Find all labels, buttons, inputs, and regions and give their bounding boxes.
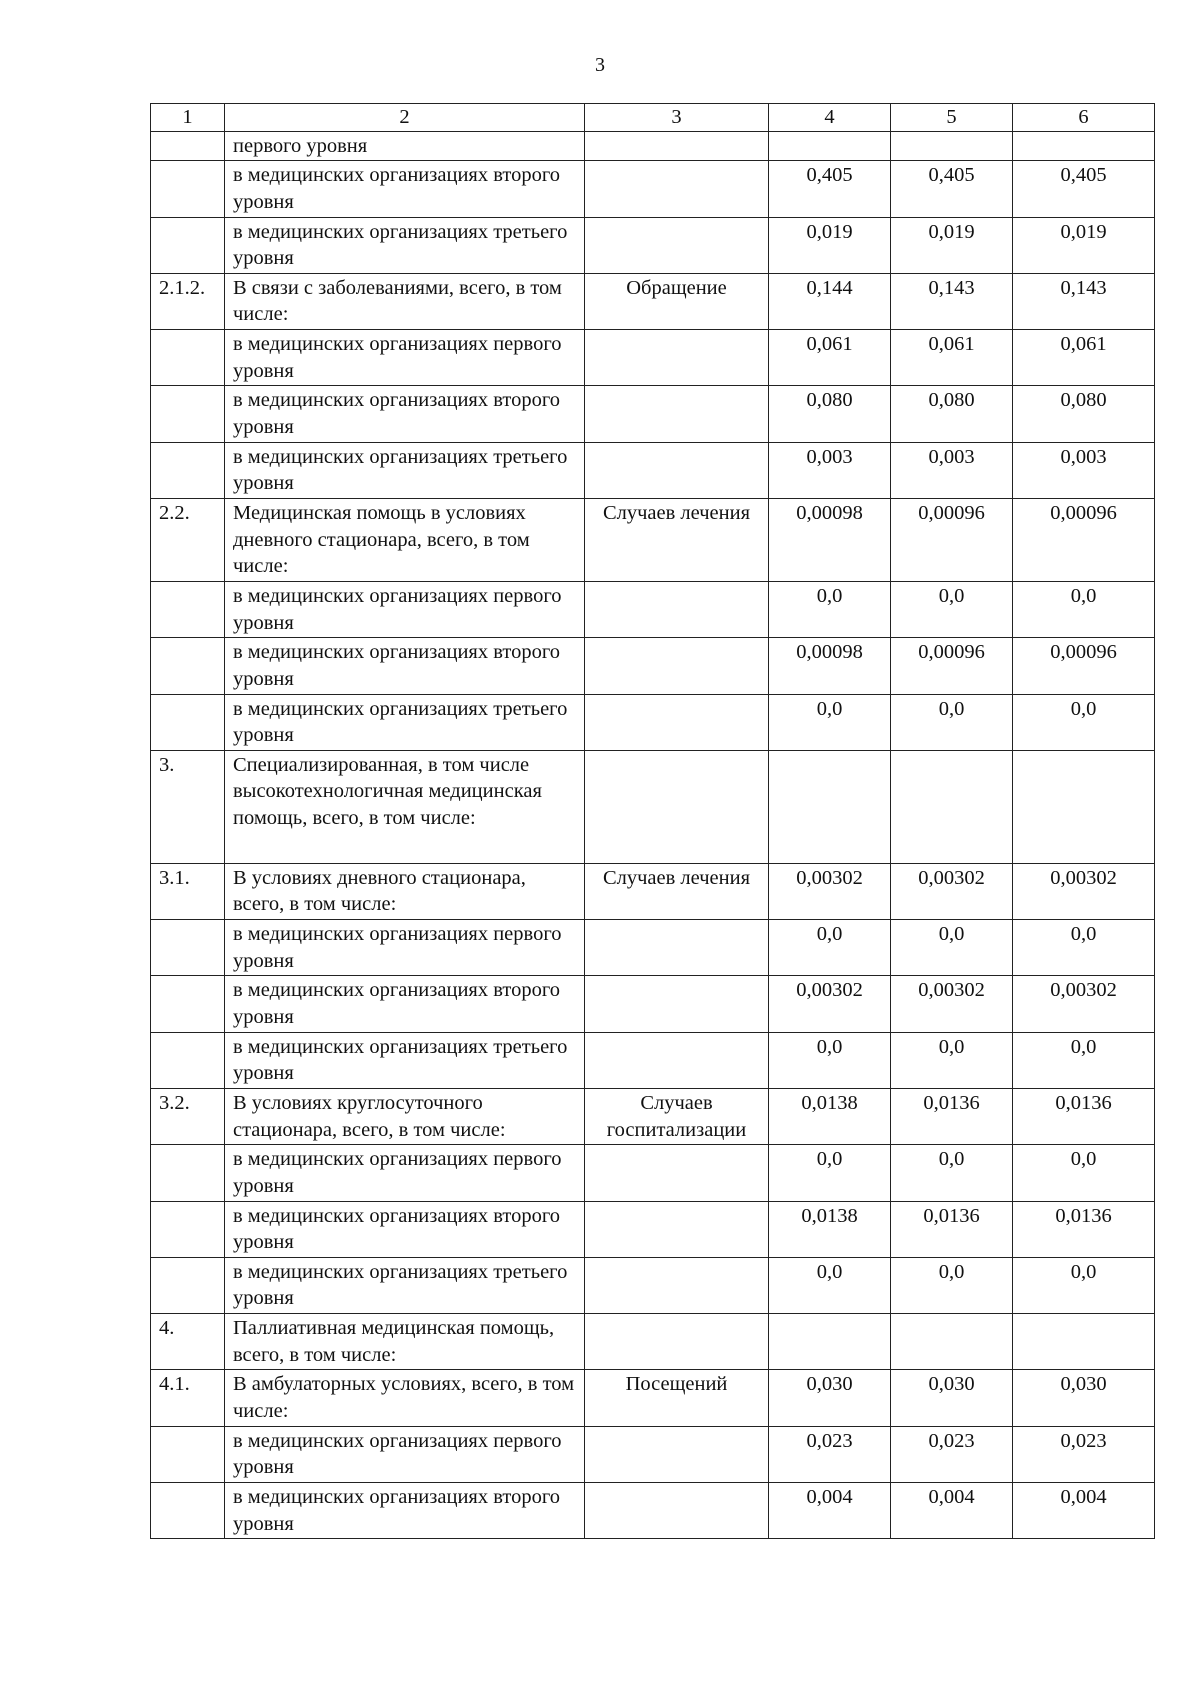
row-description: В условиях круглосуточного стационара, всего, в том числе: (225, 1088, 585, 1144)
row-value-col4: 0,00302 (769, 976, 891, 1032)
row-number (151, 217, 225, 273)
table-row (151, 442, 1155, 498)
column-header-1: 1 (151, 104, 225, 132)
table-row (151, 1257, 1155, 1313)
row-number (151, 1257, 225, 1313)
row-unit (585, 131, 769, 161)
row-value-col4: 0,0 (769, 1257, 891, 1313)
row-unit (585, 330, 769, 386)
table-row (151, 750, 1155, 863)
column-header-5: 5 (891, 104, 1013, 132)
row-unit (585, 976, 769, 1032)
row-description: В связи с заболеваниями, всего, в том числе: (225, 273, 585, 329)
row-unit (585, 386, 769, 442)
row-unit: Случаев госпитализации (585, 1088, 769, 1144)
row-value-col5: 0,004 (891, 1482, 1013, 1538)
row-unit (585, 581, 769, 637)
column-header-3: 3 (585, 104, 769, 132)
row-number (151, 330, 225, 386)
row-number (151, 1145, 225, 1201)
row-unit: Посещений (585, 1370, 769, 1426)
row-value-col4: 0,0 (769, 694, 891, 750)
row-value-col5: 0,061 (891, 330, 1013, 386)
row-value-col6: 0,405 (1013, 161, 1155, 217)
row-description: первого уровня (225, 131, 585, 161)
row-unit: Случаев лечения (585, 498, 769, 581)
row-unit (585, 1314, 769, 1370)
table-row (151, 1426, 1155, 1482)
row-value-col4: 0,003 (769, 442, 891, 498)
row-value-col6: 0,0136 (1013, 1201, 1155, 1257)
row-description: в медицинских организациях третьего уровня (225, 694, 585, 750)
row-unit (585, 638, 769, 694)
row-value-col6: 0,061 (1013, 330, 1155, 386)
table-row (151, 330, 1155, 386)
row-number (151, 1201, 225, 1257)
row-number (151, 442, 225, 498)
row-value-col6: 0,030 (1013, 1370, 1155, 1426)
row-value-col4: 0,0138 (769, 1088, 891, 1144)
row-value-col4 (769, 750, 891, 863)
row-value-col5: 0,0136 (891, 1088, 1013, 1144)
row-value-col4: 0,030 (769, 1370, 891, 1426)
row-description: Паллиативная медицинская помощь, всего, в том числе: (225, 1314, 585, 1370)
row-value-col6: 0,0136 (1013, 1088, 1155, 1144)
row-number: 2.2. (151, 498, 225, 581)
table-row (151, 217, 1155, 273)
row-value-col6: 0,00096 (1013, 638, 1155, 694)
table-row (151, 1314, 1155, 1370)
row-value-col5: 0,0 (891, 1032, 1013, 1088)
row-number (151, 976, 225, 1032)
table-row (151, 498, 1155, 581)
row-value-col5: 0,00302 (891, 976, 1013, 1032)
table-row (151, 1032, 1155, 1088)
row-value-col5: 0,003 (891, 442, 1013, 498)
row-unit (585, 750, 769, 863)
row-number (151, 694, 225, 750)
table-row (151, 161, 1155, 217)
row-unit (585, 1482, 769, 1538)
row-value-col5 (891, 750, 1013, 863)
row-unit (585, 1145, 769, 1201)
row-value-col4: 0,0 (769, 581, 891, 637)
row-value-col6: 0,0 (1013, 1257, 1155, 1313)
row-value-col6: 0,023 (1013, 1426, 1155, 1482)
row-unit (585, 1426, 769, 1482)
page-number: 3 (595, 54, 605, 76)
row-value-col4: 0,004 (769, 1482, 891, 1538)
row-number: 3. (151, 750, 225, 863)
row-value-col5: 0,023 (891, 1426, 1013, 1482)
row-description: в медицинских организациях третьего уровня (225, 442, 585, 498)
row-description: в медицинских организациях второго уровня (225, 1201, 585, 1257)
row-unit (585, 161, 769, 217)
row-value-col4: 0,061 (769, 330, 891, 386)
row-value-col5: 0,143 (891, 273, 1013, 329)
row-value-col5: 0,019 (891, 217, 1013, 273)
row-description: Специализированная, в том числе высокотехнологичная медицинская помощь, всего, в том числе: (225, 750, 585, 863)
row-description: в медицинских организациях первого уровня (225, 1426, 585, 1482)
row-number (151, 638, 225, 694)
row-value-col4: 0,00098 (769, 498, 891, 581)
row-description: в медицинских организациях третьего уровня (225, 1257, 585, 1313)
row-number (151, 1032, 225, 1088)
table-row (151, 694, 1155, 750)
table-row (151, 920, 1155, 976)
row-value-col4: 0,0 (769, 1145, 891, 1201)
row-unit (585, 920, 769, 976)
row-value-col6: 0,080 (1013, 386, 1155, 442)
row-value-col6: 0,143 (1013, 273, 1155, 329)
table-row (151, 1370, 1155, 1426)
row-value-col5: 0,0 (891, 1257, 1013, 1313)
row-description: в медицинских организациях первого уровня (225, 330, 585, 386)
row-description: в медицинских организациях первого уровня (225, 581, 585, 637)
row-description: в медицинских организациях третьего уровня (225, 217, 585, 273)
row-value-col6: 0,00096 (1013, 498, 1155, 581)
table-row (151, 863, 1155, 919)
row-number (151, 131, 225, 161)
row-value-col4: 0,00098 (769, 638, 891, 694)
row-number: 3.2. (151, 1088, 225, 1144)
row-value-col4: 0,0138 (769, 1201, 891, 1257)
row-value-col6: 0,003 (1013, 442, 1155, 498)
indicators-table (150, 103, 1155, 1539)
column-header-4: 4 (769, 104, 891, 132)
row-value-col6: 0,019 (1013, 217, 1155, 273)
table-row (151, 1482, 1155, 1538)
row-description: в медицинских организациях первого уровня (225, 1145, 585, 1201)
row-value-col5: 0,0 (891, 920, 1013, 976)
row-value-col5: 0,00096 (891, 638, 1013, 694)
row-value-col6: 0,00302 (1013, 976, 1155, 1032)
table-row (151, 386, 1155, 442)
row-value-col4: 0,023 (769, 1426, 891, 1482)
row-value-col6: 0,0 (1013, 1032, 1155, 1088)
row-number: 3.1. (151, 863, 225, 919)
row-value-col4: 0,405 (769, 161, 891, 217)
row-unit: Случаев лечения (585, 863, 769, 919)
row-value-col5 (891, 1314, 1013, 1370)
row-value-col5: 0,0 (891, 581, 1013, 637)
row-description: в медицинских организациях второго уровня (225, 386, 585, 442)
row-number: 4.1. (151, 1370, 225, 1426)
row-value-col6: 0,0 (1013, 581, 1155, 637)
row-value-col5: 0,080 (891, 386, 1013, 442)
row-value-col6 (1013, 1314, 1155, 1370)
row-value-col5: 0,0136 (891, 1201, 1013, 1257)
row-description: В амбулаторных условиях, всего, в том числе: (225, 1370, 585, 1426)
row-value-col4: 0,00302 (769, 863, 891, 919)
row-description: в медицинских организациях второго уровня (225, 1482, 585, 1538)
row-value-col4: 0,080 (769, 386, 891, 442)
row-number: 2.1.2. (151, 273, 225, 329)
row-unit (585, 1257, 769, 1313)
table-row (151, 976, 1155, 1032)
row-value-col5 (891, 131, 1013, 161)
row-value-col4 (769, 1314, 891, 1370)
row-description: в медицинских организациях третьего уровня (225, 1032, 585, 1088)
row-description: в медицинских организациях второго уровня (225, 161, 585, 217)
row-value-col4: 0,019 (769, 217, 891, 273)
row-value-col5: 0,0 (891, 1145, 1013, 1201)
row-value-col5: 0,030 (891, 1370, 1013, 1426)
row-description: в медицинских организациях второго уровня (225, 976, 585, 1032)
row-number (151, 386, 225, 442)
column-header-6: 6 (1013, 104, 1155, 132)
row-unit (585, 217, 769, 273)
row-description: Медицинская помощь в условиях дневного стационара, всего, в том числе: (225, 498, 585, 581)
row-value-col6 (1013, 131, 1155, 161)
table-row (151, 1145, 1155, 1201)
table-header-row (151, 104, 1155, 132)
table-row (151, 638, 1155, 694)
row-value-col6 (1013, 750, 1155, 863)
table-row (151, 581, 1155, 637)
row-number (151, 581, 225, 637)
row-value-col4 (769, 131, 891, 161)
row-unit (585, 442, 769, 498)
row-value-col6: 0,0 (1013, 1145, 1155, 1201)
row-unit (585, 694, 769, 750)
row-number (151, 920, 225, 976)
row-description: В условиях дневного стационара, всего, в том числе: (225, 863, 585, 919)
row-number: 4. (151, 1314, 225, 1370)
row-value-col6: 0,0 (1013, 920, 1155, 976)
row-unit: Обращение (585, 273, 769, 329)
row-value-col4: 0,0 (769, 920, 891, 976)
row-value-col5: 0,405 (891, 161, 1013, 217)
row-unit (585, 1201, 769, 1257)
row-value-col5: 0,0 (891, 694, 1013, 750)
row-value-col5: 0,00096 (891, 498, 1013, 581)
row-number (151, 1482, 225, 1538)
row-value-col4: 0,0 (769, 1032, 891, 1088)
column-header-2: 2 (225, 104, 585, 132)
row-value-col4: 0,144 (769, 273, 891, 329)
row-number (151, 161, 225, 217)
row-number (151, 1426, 225, 1482)
row-value-col6: 0,0 (1013, 694, 1155, 750)
table-row (151, 131, 1155, 161)
table-row (151, 1201, 1155, 1257)
table-row (151, 273, 1155, 329)
row-unit (585, 1032, 769, 1088)
row-value-col5: 0,00302 (891, 863, 1013, 919)
row-description: в медицинских организациях первого уровня (225, 920, 585, 976)
table-row (151, 1088, 1155, 1144)
row-description: в медицинских организациях второго уровня (225, 638, 585, 694)
row-value-col6: 0,004 (1013, 1482, 1155, 1538)
row-value-col6: 0,00302 (1013, 863, 1155, 919)
